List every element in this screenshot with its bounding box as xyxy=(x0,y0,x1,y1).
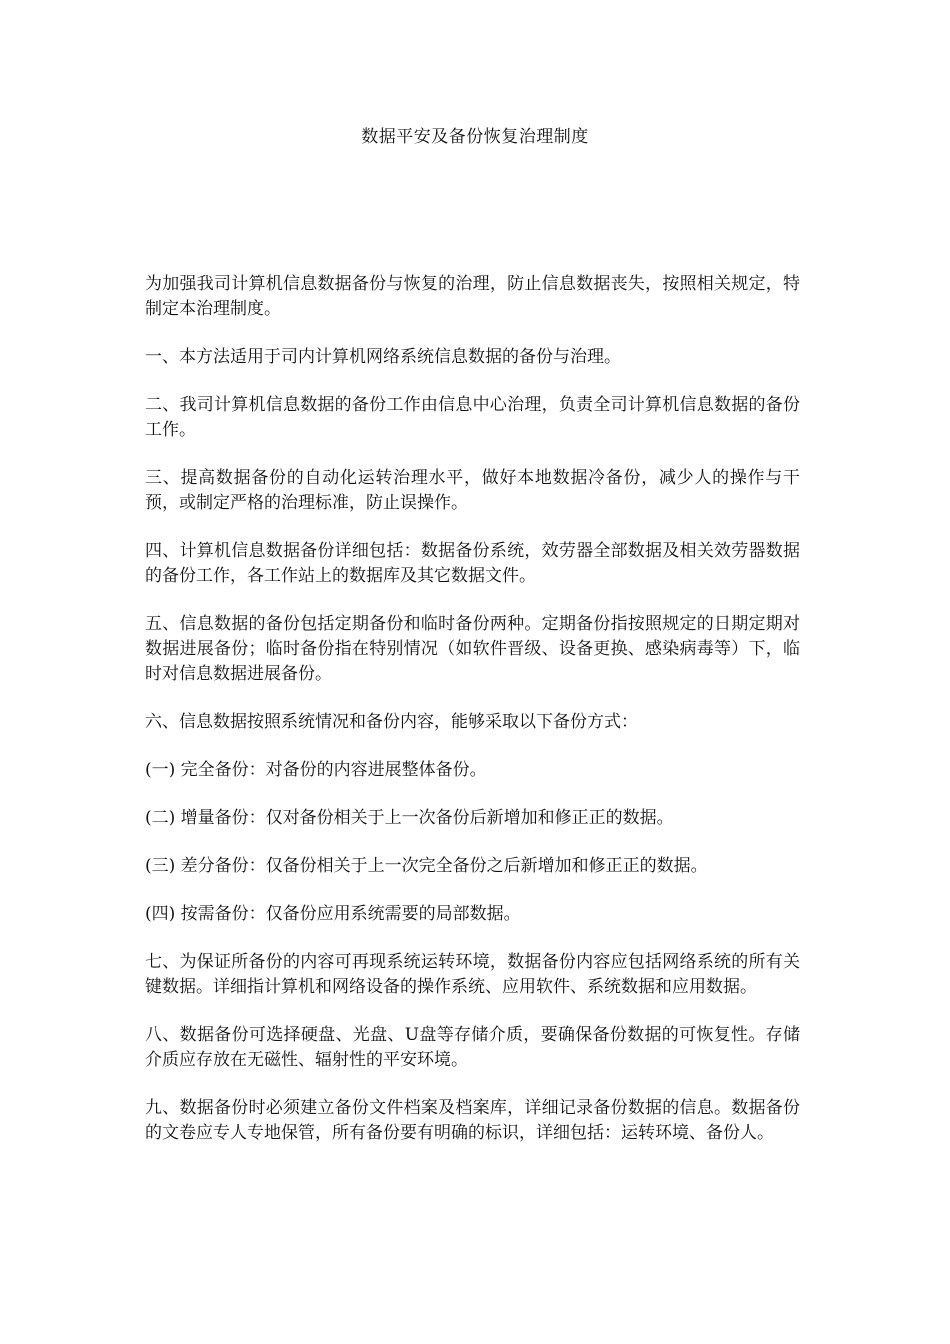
document-body xyxy=(145,272,800,1169)
clause-3: 三、提高数据备份的自动化运转治理水平，做好本地数据冷备份，减少人的操作与干预，或制定严格的治理标准，防止误操作。 xyxy=(145,468,800,513)
clause-2: 二、我司计算机信息数据的备份工作由信息中心治理，负责全司计算机信息数据的备份工作。 xyxy=(145,395,800,440)
backup-method-differential: (三) 差分备份：仅备份相关于上一次完全备份之后新增加和修正正的数据。 xyxy=(145,856,708,876)
clause-5: 五、信息数据的备份包括定期备份和临时备份两种。定期备份指按照规定的日期定期对数据进展备份；临时备份指在特别情况（如软件晋级、设备更换、感染病毒等）下，临时对信息数据进展备份。 xyxy=(145,614,800,684)
intro-paragraph: 为加强我司计算机信息数据备份与恢复的治理，防止信息数据丧失，按照相关规定，特制定本治理制度。 xyxy=(145,274,800,319)
clause-7: 七、为保证所备份的内容可再现系统运转环境，数据备份内容应包括网络系统的所有关键数据。详细指计算机和网络设备的操作系统、应用软件、系统数据和应用数据。 xyxy=(145,952,800,997)
backup-method-incremental: (二) 增量备份：仅对备份相关于上一次备份后新增加和修正正的数据。 xyxy=(145,808,674,828)
backup-method-on-demand: (四) 按需备份：仅备份应用系统需要的局部数据。 xyxy=(145,904,521,924)
backup-method-full: (一) 完全备份：对备份的内容进展整体备份。 xyxy=(145,760,487,780)
clause-4: 四、计算机信息数据备份详细包括：数据备份系统，效劳器全部数据及相关效劳器数据的备份工作，各工作站上的数据库及其它数据文件。 xyxy=(145,541,800,586)
clause-9: 九、数据备份时必须建立备份文件档案及档案库，详细记录备份数据的信息。数据备份的文卷应专人专地保管，所有备份要有明确的标识，详细包括：运转环境、备份人。 xyxy=(145,1098,800,1143)
clause-6: 六、信息数据按照系统情况和备份内容，能够采取以下备份方式： xyxy=(145,712,638,732)
document-title: 数据平安及备份恢复治理制度 xyxy=(361,127,589,147)
clause-8: 八、数据备份可选择硬盘、光盘、U盘等存储介质，要确保备份数据的可恢复性。存储介质应存放在无磁性、辐射性的平安环境。 xyxy=(145,1025,800,1070)
clause-1: 一、本方法适用于司内计算机网络系统信息数据的备份与治理。 xyxy=(145,347,621,367)
